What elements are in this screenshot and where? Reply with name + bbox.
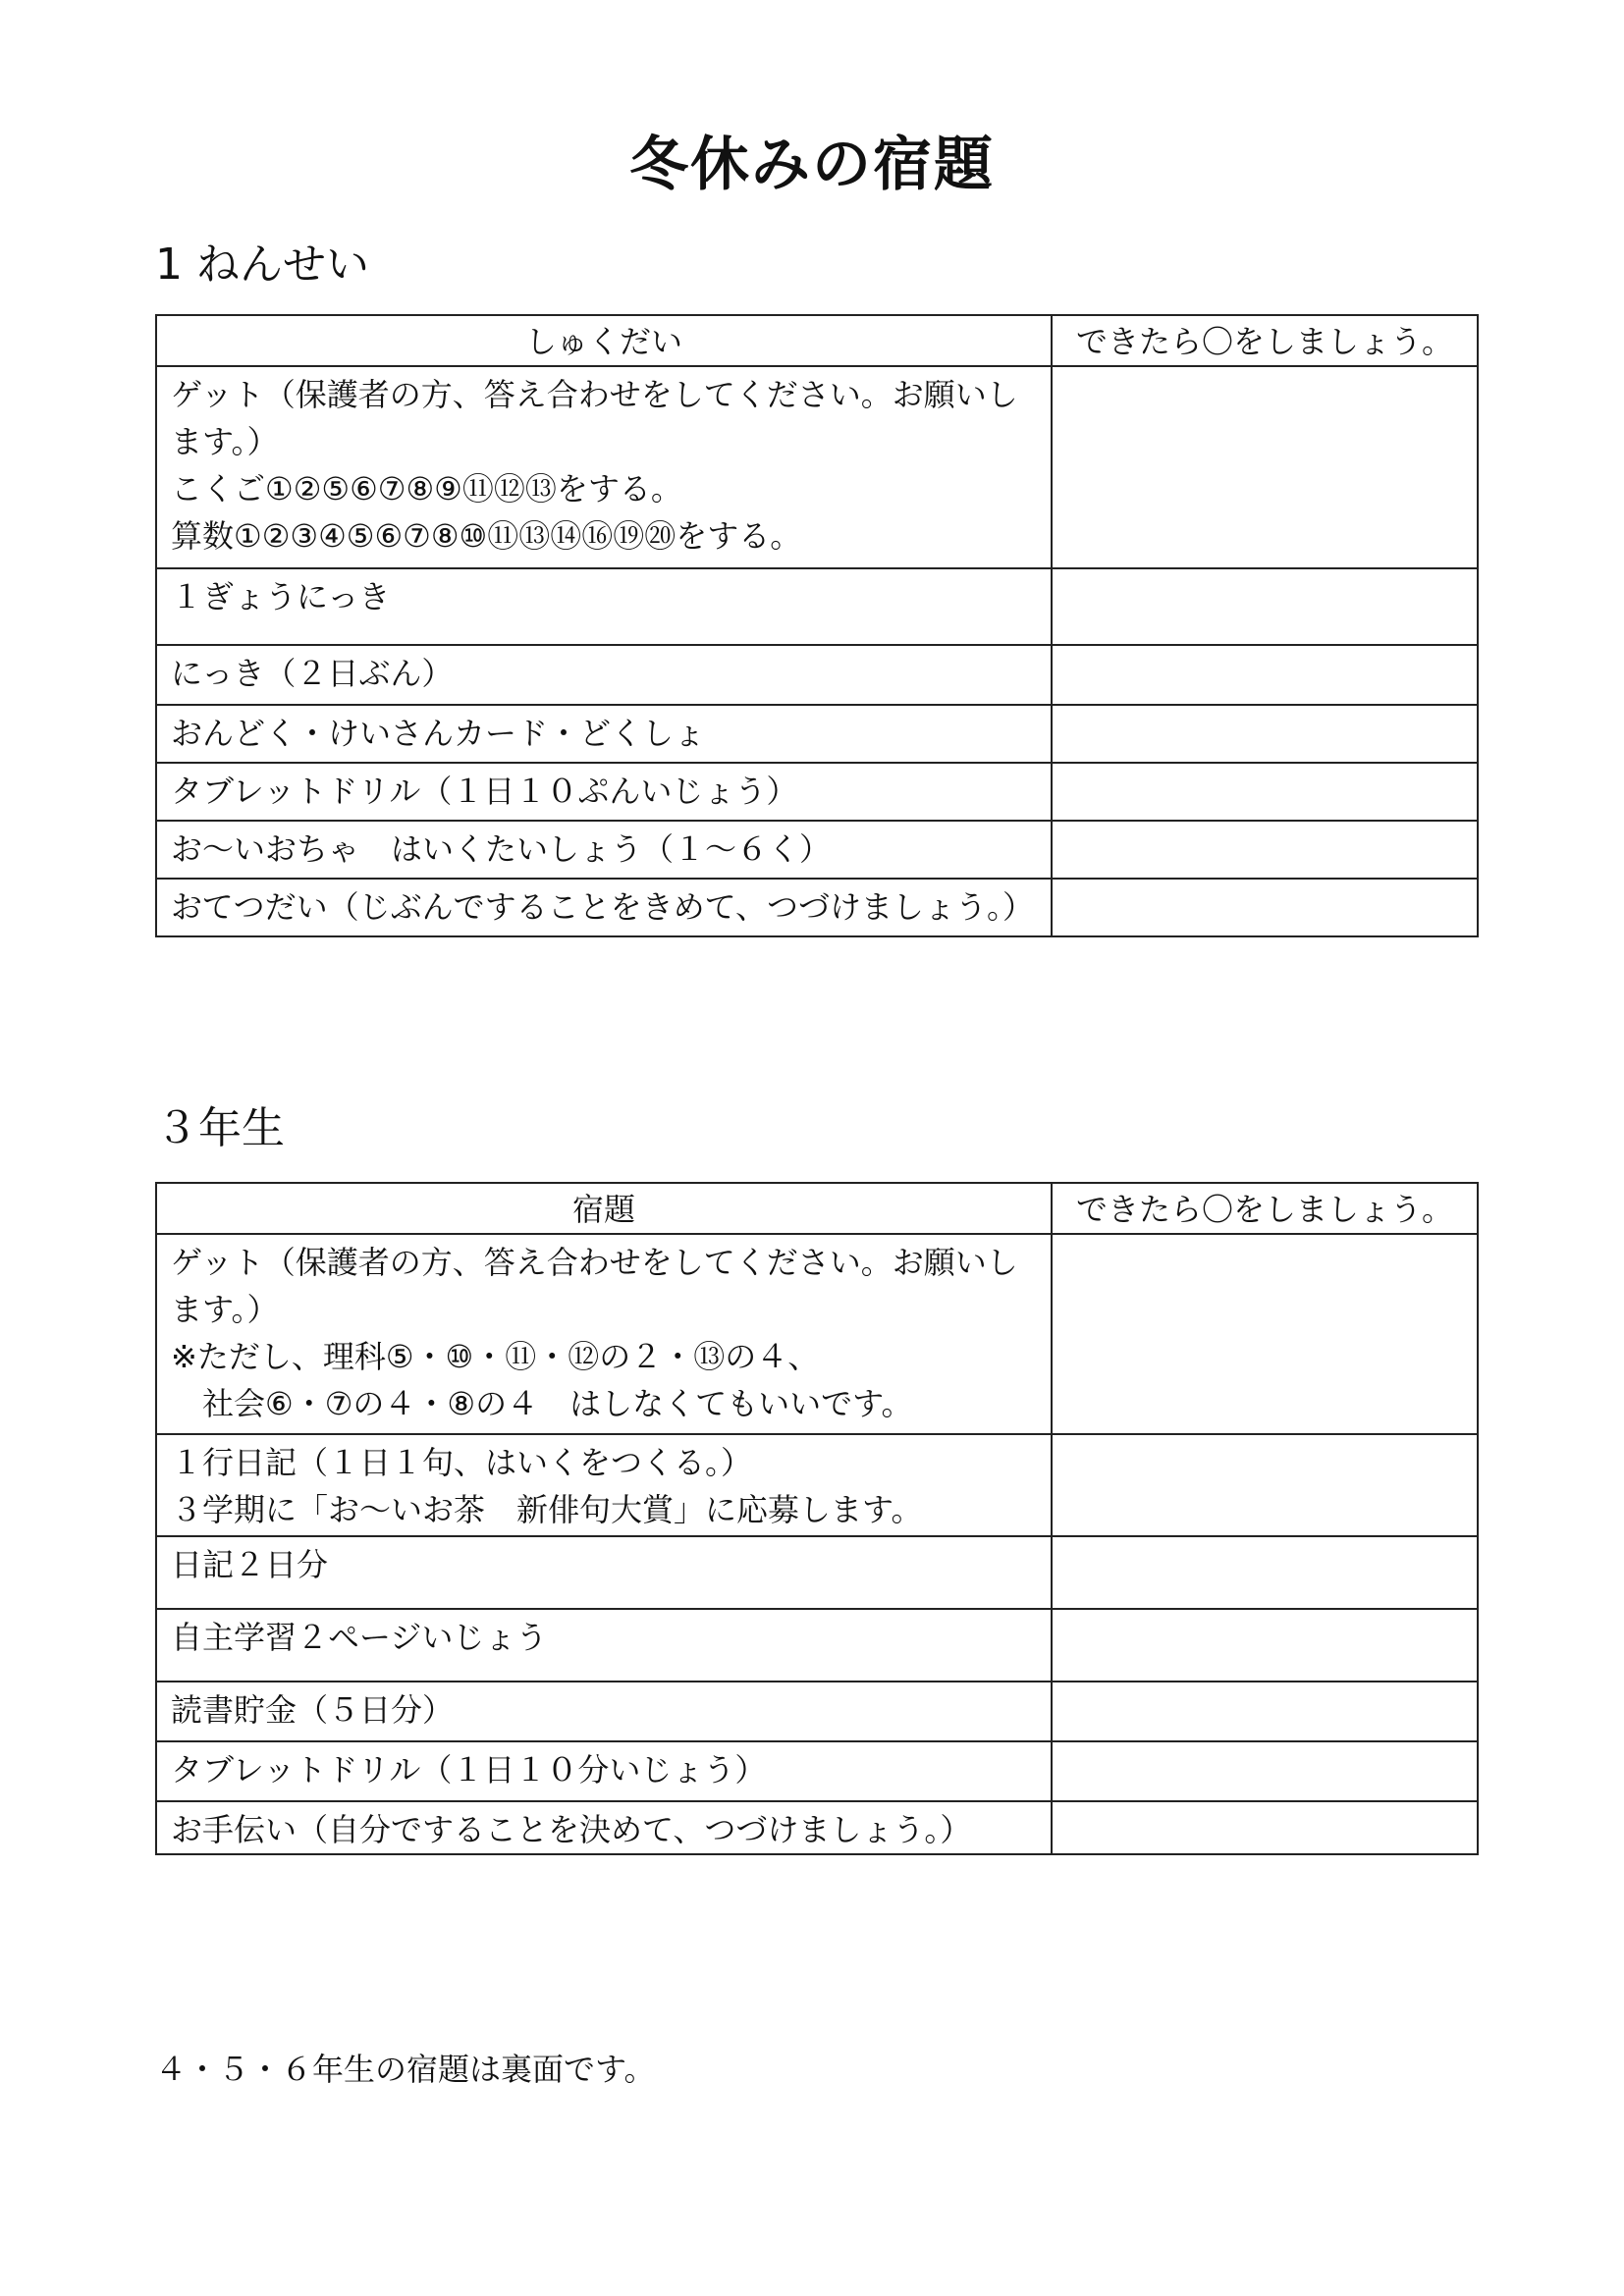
task-line: ※ただし、理科⑤・⑩・⑪・⑫の２・⑬の４、: [171, 1338, 820, 1375]
task-cell: [156, 1801, 1052, 1854]
check-cell[interactable]: [1052, 821, 1478, 879]
check-cell[interactable]: [1052, 1609, 1478, 1682]
task-line: ゲット（保護者の方、答え合わせをしてください。お願いし: [171, 376, 1018, 413]
grade1-homework-table: [155, 314, 1479, 937]
task-cell: [156, 821, 1052, 879]
table-row: [156, 879, 1478, 936]
header-check: できたら〇をしましょう。: [1052, 315, 1478, 366]
task-line: ます。）: [171, 423, 279, 460]
table-row: [156, 763, 1478, 821]
task-cell: [156, 1536, 1052, 1609]
task-cell: [156, 366, 1052, 568]
table-row: [156, 705, 1478, 763]
footer-note: ４・５・６年生の宿題は裏面です。: [155, 2051, 656, 2088]
task-cell: [156, 879, 1052, 936]
check-cell[interactable]: [1052, 1234, 1478, 1434]
header-task: 宿題: [156, 1183, 1052, 1234]
page-title: 冬休みの宿題: [629, 131, 995, 199]
table-row: [156, 568, 1478, 645]
table-row: [156, 1801, 1478, 1854]
table-row: [156, 645, 1478, 705]
check-cell[interactable]: [1052, 1536, 1478, 1609]
check-cell[interactable]: [1052, 763, 1478, 821]
table-row: [156, 1741, 1478, 1801]
task-line: おんどく・けいさんカード・どくしょ: [171, 715, 706, 752]
task-line: タブレットドリル（１日１０ぷんいじょう）: [171, 773, 798, 810]
grade3-heading: ３年生: [155, 1103, 285, 1153]
task-line: 社会⑥・⑦の４・⑧の４ はしなくてもいいです。: [202, 1385, 913, 1422]
task-cell: [156, 1609, 1052, 1682]
task-line: 算数①②③④⑤⑥⑦⑧⑩⑪⑬⑭⑯⑲⑳をする。: [171, 517, 802, 555]
check-cell[interactable]: [1052, 705, 1478, 763]
check-cell[interactable]: [1052, 1682, 1478, 1741]
table-row: [156, 1682, 1478, 1741]
task-cell: [156, 1434, 1052, 1536]
table-row: [156, 1234, 1478, 1434]
task-line: ます。）: [171, 1291, 279, 1328]
task-line: お～いおちゃ はいくたいしょう（１～６く）: [171, 830, 832, 868]
task-line: おてつだい（じぶんですることをきめて、つづけましょう。）: [171, 888, 1035, 926]
task-line: 読書貯金（５日分）: [171, 1691, 455, 1729]
task-line: 日記２日分: [171, 1546, 329, 1583]
check-cell[interactable]: [1052, 1741, 1478, 1801]
check-cell[interactable]: [1052, 1434, 1478, 1536]
task-cell: [156, 1234, 1052, 1434]
check-cell[interactable]: [1052, 366, 1478, 568]
check-cell[interactable]: [1052, 645, 1478, 705]
table-row: [156, 821, 1478, 879]
task-line: ３学期に「お～いお茶 新俳句大賞」に応募します。: [171, 1491, 923, 1528]
task-line: にっき（２日ぶん）: [171, 655, 454, 692]
check-cell[interactable]: [1052, 1801, 1478, 1854]
task-line: 自主学習２ページいじょう: [171, 1619, 548, 1656]
grade3-homework-table: [155, 1182, 1479, 1855]
check-cell[interactable]: [1052, 879, 1478, 936]
task-cell: [156, 1741, 1052, 1801]
header-check: できたら〇をしましょう。: [1052, 1183, 1478, 1234]
task-line: タブレットドリル（１日１０分いじょう）: [171, 1751, 767, 1789]
task-cell: [156, 705, 1052, 763]
task-line: お手伝い（自分ですることを決めて、つづけましょう。）: [171, 1811, 972, 1848]
task-line: こくご①②⑤⑥⑦⑧⑨⑪⑫⑬をする。: [171, 470, 682, 507]
task-cell: [156, 568, 1052, 645]
table-header-row: [156, 1183, 1478, 1234]
table-row: [156, 1434, 1478, 1536]
task-cell: [156, 1682, 1052, 1741]
task-cell: [156, 763, 1052, 821]
table-row: [156, 366, 1478, 568]
task-line: １ぎょうにっき: [171, 578, 391, 615]
table-row: [156, 1536, 1478, 1609]
grade1-heading: 1 ねんせい: [155, 240, 369, 290]
task-cell: [156, 645, 1052, 705]
task-line: １行日記（１日１句、はいくをつくる。）: [171, 1444, 753, 1481]
table-header-row: [156, 315, 1478, 366]
task-line: ゲット（保護者の方、答え合わせをしてください。お願いし: [171, 1244, 1018, 1281]
table-row: [156, 1609, 1478, 1682]
check-cell[interactable]: [1052, 568, 1478, 645]
header-task: しゅくだい: [156, 315, 1052, 366]
